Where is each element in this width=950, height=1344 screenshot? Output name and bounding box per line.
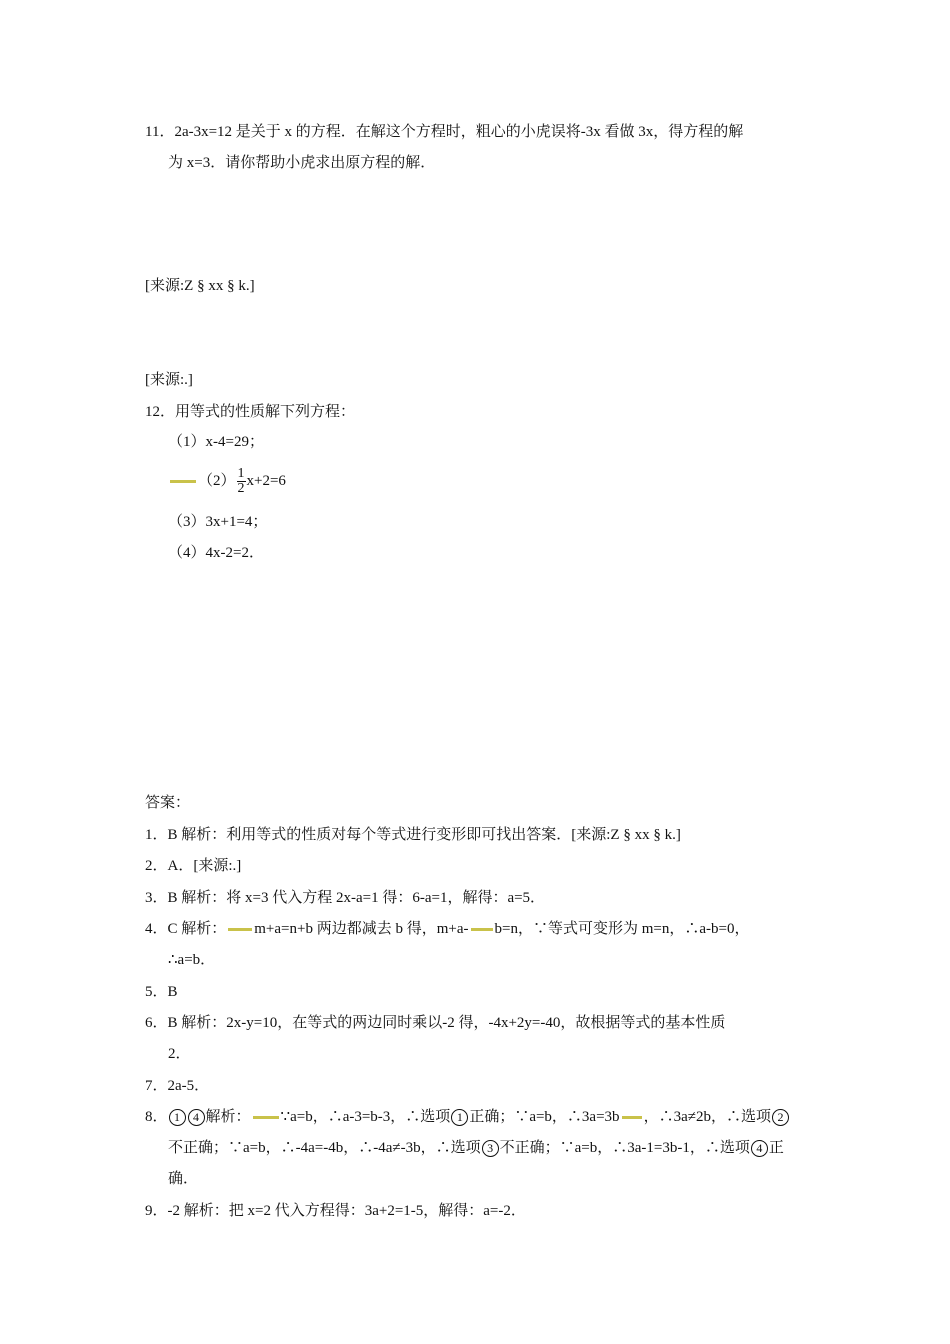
- q12-part4: （4）4x-2=2．: [168, 545, 264, 561]
- highlight-mark: [170, 480, 196, 483]
- answers-heading: 答案：: [145, 795, 191, 811]
- q12-part1: （1）x-4=29；: [168, 434, 264, 450]
- answer-8-line2: [168, 1138, 784, 1158]
- q12-part2-label: （2）: [198, 473, 236, 489]
- answer-8-line1: [145, 1107, 790, 1127]
- answer-4-label: 4．C 解析：: [145, 921, 227, 937]
- circled-number: 1: [169, 1109, 186, 1126]
- answer-4-line2: ∴a=b．: [168, 952, 216, 968]
- answer-6-line2: 2．: [168, 1046, 191, 1062]
- circled-number: 1: [451, 1109, 468, 1126]
- highlight-mark: [253, 1116, 279, 1119]
- circled-number: 4: [751, 1140, 768, 1157]
- answer-8-text: ∵a=b，∴a-3=b-3，∴选项: [280, 1109, 451, 1125]
- source-note: [来源:Z § xx § k.]: [145, 278, 255, 294]
- answer-1: 1．B 解析：利用等式的性质对每个等式进行变形即可找出答案．[来源:Z § xx § k.]: [145, 827, 681, 843]
- answer-9: 9．-2 解析：把 x=2 代入方程得：3a+2=1-5，解得：a=-2．: [145, 1203, 526, 1219]
- answer-8-line3: 确．: [168, 1171, 199, 1187]
- q12-part3: （3）3x+1=4；: [168, 514, 268, 530]
- answer-8-text: 不正确；∵a=b，∴3a-1=3b-1，∴选项: [499, 1140, 750, 1156]
- highlight-mark: [228, 928, 252, 931]
- answer-2: 2．A．[来源:.]: [145, 858, 242, 874]
- fraction-denominator: 2: [237, 481, 245, 497]
- answer-8-label: 8．: [145, 1109, 168, 1125]
- circled-number: 3: [482, 1140, 499, 1157]
- source-note: [来源:.]: [145, 372, 193, 388]
- q11-line1: 11．2a-3x=12 是关于 x 的方程．在解这个方程时，粗心的小虎误将-3x 看做 3x，得方程的解: [145, 124, 744, 140]
- q12-title: 12．用等式的性质解下列方程：: [145, 404, 356, 420]
- fraction-one-half: [237, 467, 246, 496]
- answer-7: 7．2a-5．: [145, 1078, 210, 1094]
- answer-8-text: 正: [768, 1140, 784, 1156]
- answer-4-line1: [145, 919, 749, 939]
- fraction-numerator: 1: [237, 466, 245, 482]
- answer-8-text: 解析：: [205, 1109, 251, 1125]
- answer-5: 5．B: [145, 984, 178, 1000]
- highlight-mark: [622, 1116, 642, 1119]
- highlight-mark: [471, 928, 493, 931]
- answer-4-text: m+a=n+b 两边都减去 b 得，m+a-: [254, 921, 469, 937]
- q12-part2: [168, 466, 286, 496]
- q12-part2-equation: x+2=6: [246, 473, 286, 489]
- q11-line2: 为 x=3．请你帮助小虎求出原方程的解．: [168, 155, 436, 171]
- answer-4-text: b=n，∵等式可变形为 m=n，∴a-b=0，: [494, 921, 750, 937]
- circled-number: 4: [188, 1109, 205, 1126]
- answer-6-line1: 6．B 解析：2x-y=10，在等式的两边同时乘以-2 得，-4x+2y=-40，故根据等式的基本性质: [145, 1015, 726, 1031]
- answer-8-text: 正确；∵a=b，∴3a=3b: [469, 1109, 620, 1125]
- answer-8-text: ，∴3a≠2b，∴选项: [643, 1109, 771, 1125]
- answer-8-text: 不正确；∵a=b，∴-4a=-4b，∴-4a≠-3b，∴选项: [168, 1140, 481, 1156]
- answer-3: 3．B 解析：将 x=3 代入方程 2x-a=1 得：6-a=1，解得：a=5．: [145, 890, 546, 906]
- circled-number: 2: [772, 1109, 789, 1126]
